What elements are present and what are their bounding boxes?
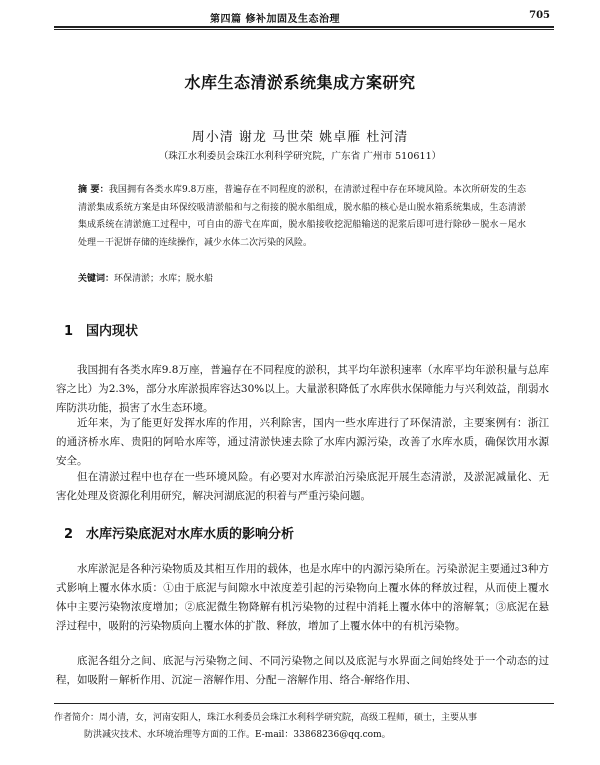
paragraph: 底泥各组分之间、底泥与污染物之间、不同污染物之间以及底泥与水界面之间始终处于一个动态的过程，如吸附－解析作用、沉淀－溶解作用、分配－溶解作用、络合-解络作用、 <box>56 655 549 686</box>
paragraph: 我国拥有各类水库9.8万座，普遍存在不同程度的淤积，其平均年淤积速率（水库平均年淤积量与总库容之比）为2.3%，部分水库淤损库容达30%以上。大量淤积降低了水库供水保障能力与兴利效益，削弱水库防洪功能，损害了水生态环境。 <box>56 364 549 414</box>
section-heading-2 <box>64 523 294 542</box>
paper-title: 水库生态清淤系统集成方案研究 <box>184 73 416 92</box>
section-title: 水库污染底泥对水库水质的影响分析 <box>86 527 295 542</box>
abstract-text: 我国拥有各类水库9.8万座，普遍存在不同程度的淤积，在清淤过程中存在环境风险。本次所研发的生态清淤集成系统方案是由环保绞吸清淤船和与之衔接的脱水船组成，脱水船的核心是山脱水箱系统集成，生态清淤集成系统在清淤施工过程中，可自由的游弋在库面，脱水船接收挖泥船输送的泥浆后即可进行除砂－脱水－尾水处理－干泥饼存储的连续操作，减少水体二次污染的风险。 <box>78 185 526 248</box>
running-head: 第四篇 修补加固及生态治理 <box>210 14 340 25</box>
keywords-text: 环保清淤；水库；脱水船 <box>114 274 214 284</box>
section-title: 国内现状 <box>86 324 139 339</box>
section-heading-1 <box>64 320 138 339</box>
footnote-rule <box>54 703 554 704</box>
authors: 周小清 谢龙 马世荣 姚卓雁 杜河清 <box>191 130 409 145</box>
paragraph: 近年来，为了能更好发挥水库的作用，兴利除害，国内一些水库进行了环保清淤，主要案例有：浙江的通济桥水库、贵阳的阿哈水库等，通过清淤快速去除了水库内源污染，改善了水库水质，确保饮用水源安全。 <box>56 417 549 467</box>
header-rule-thin <box>54 29 554 30</box>
page-number: 705 <box>529 10 550 21</box>
keywords-label: 关键词： <box>78 274 115 284</box>
paragraph: 但在清淤过程中也存在一些环境风险。有必要对水库淤泊污染底泥开展生态清淤，及淤泥减量化、无害化处理及资源化利用研究，解决河湖底泥的积着与严重污染问题。 <box>56 471 549 502</box>
abstract-label: 摘 要： <box>78 185 109 195</box>
footnote-line-1: 作者简介：周小清，女，河南安阳人，珠江水利委员会珠江水利科学研究院，高级工程师，硕士，主要从事 <box>54 713 478 723</box>
affiliation: （珠江水利委员会珠江水利科学研究院，广东省 广州市 510611） <box>158 151 442 162</box>
section-number: 2 <box>64 527 74 542</box>
section-number: 1 <box>64 324 74 339</box>
keywords <box>78 271 526 284</box>
author-footnote <box>54 710 554 744</box>
footnote-line-2: 防洪减灾技术、水环境治理等方面的工作。E-mail：33868236@qq.com。 <box>84 730 391 740</box>
header-rule <box>54 26 554 28</box>
paragraph: 水库淤泥是各种污染物质及其相互作用的载体，也是水库中的内源污染所在。污染淤泥主要通过3种方式影响上覆水体水质：①由于底泥与间隙水中浓度差引起的污染物向上覆水体的释放过程，从而使上覆水体中主要污染物浓度增加；②底泥微生物降解有机污染物的过程中消耗上覆水体中的溶解氧；③底泥在悬浮过程中，吸附的污染物质向上覆水体的扩散、释放，增加了上覆水体中的有机污染物。 <box>56 563 549 632</box>
abstract <box>78 182 526 252</box>
